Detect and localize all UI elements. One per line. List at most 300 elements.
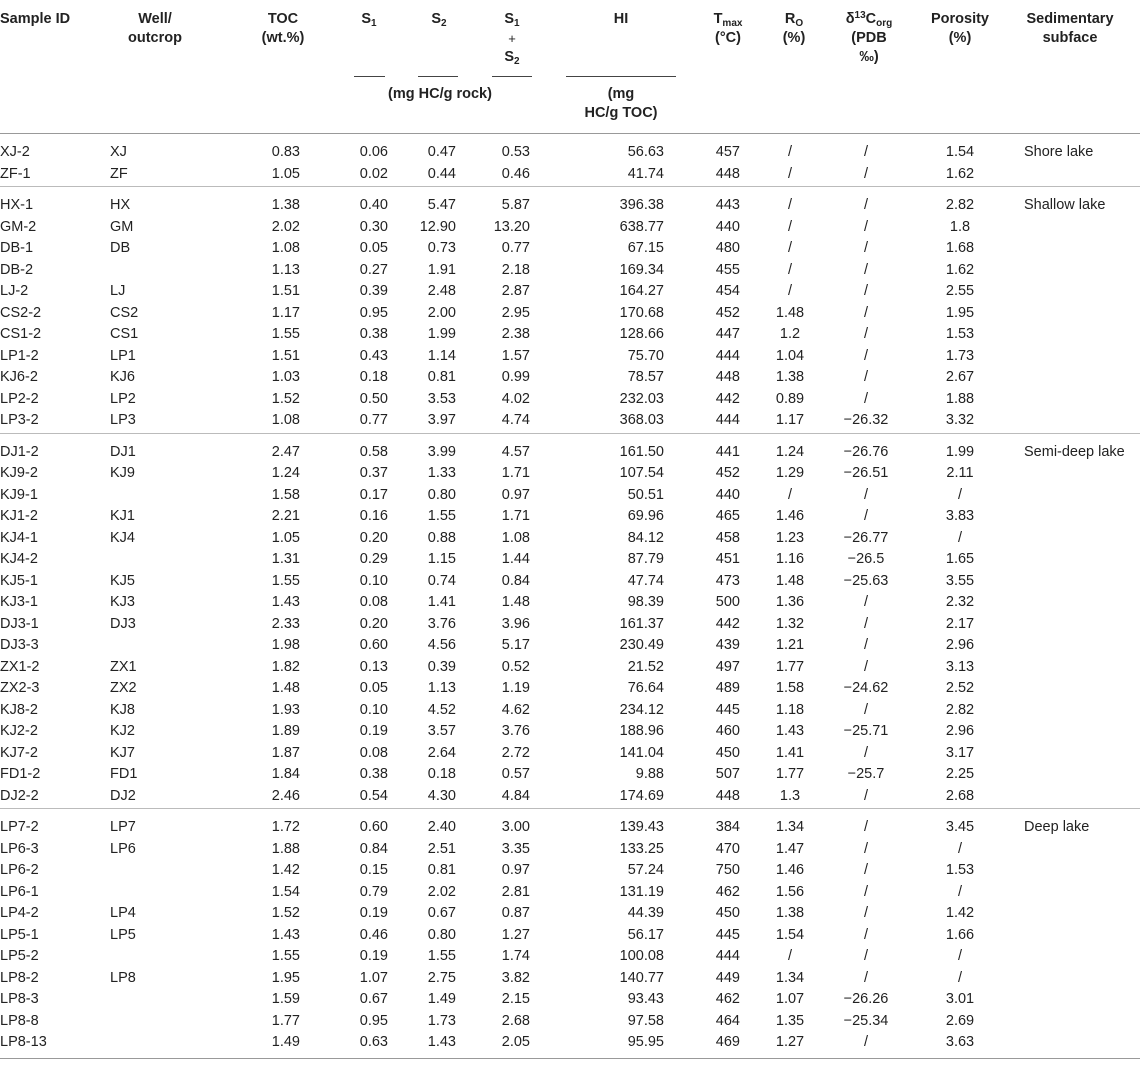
cell-tmax: 448	[715, 165, 740, 182]
cell-toc: 1.05	[271, 165, 300, 182]
table-row	[0, 238, 1140, 260]
cell-s1-s2: 5.87	[501, 197, 530, 213]
cell-tmax: 445	[715, 926, 740, 943]
cell-s1: 0.79	[359, 883, 388, 900]
table-row	[0, 281, 1140, 303]
cell-s1: 0.30	[359, 218, 388, 235]
cell-hi: 164.27	[619, 283, 664, 299]
cell-toc: 1.08	[271, 412, 300, 428]
cell-ro: 1.23	[775, 529, 805, 546]
cell-sample-id: LP8-3	[0, 991, 39, 1007]
cell-well: FD1	[110, 766, 138, 782]
cell-tmax: 441	[715, 443, 740, 460]
cell-d13c: −25.7	[847, 766, 885, 782]
cell-well: ZX2	[110, 680, 137, 696]
cell-toc: 1.24	[271, 465, 300, 481]
cell-sample-id: ZX2-3	[0, 680, 40, 696]
cell-ro: /	[787, 948, 793, 964]
cell-toc: 1.05	[271, 529, 300, 546]
cell-d13c: −26.26	[843, 991, 889, 1007]
cell-well: LP7	[110, 819, 136, 835]
cell-s1: 0.58	[359, 443, 388, 460]
cell-s1-s2: 3.82	[501, 969, 530, 986]
cell-ro: 1.27	[775, 1034, 805, 1050]
cell-tmax: 439	[715, 637, 740, 653]
cell-s2: 1.14	[427, 347, 456, 364]
cell-tmax: 458	[715, 529, 740, 546]
cell-d13c: /	[863, 840, 869, 857]
cell-toc: 1.43	[271, 926, 300, 943]
cell-s1-s2: 3.96	[501, 615, 530, 632]
cell-well: KJ7	[110, 744, 135, 761]
table-row	[0, 743, 1140, 765]
cell-d13c: /	[863, 197, 869, 213]
cell-s2: 4.52	[427, 701, 456, 718]
cell-porosity: 1.73	[945, 347, 975, 364]
cell-s2: 0.18	[427, 766, 456, 782]
cell-ro: 1.34	[775, 819, 805, 835]
cell-ro: 1.29	[775, 465, 805, 481]
cell-porosity: 1.53	[945, 326, 975, 342]
cell-d13c: /	[863, 594, 869, 610]
cell-ro: 1.38	[775, 905, 805, 921]
cell-hi: 87.79	[627, 551, 664, 567]
cell-porosity: 2.11	[946, 465, 974, 481]
cell-sample-id: LJ-2	[0, 283, 29, 299]
cell-s1-s2: 2.87	[501, 283, 530, 299]
cell-porosity: /	[957, 948, 963, 964]
cell-d13c: −26.5	[847, 551, 885, 567]
cell-porosity: 1.62	[945, 165, 975, 182]
cell-hi: 76.64	[627, 680, 664, 696]
cell-porosity: 1.68	[945, 240, 975, 256]
cell-d13c: /	[863, 658, 869, 675]
table-row	[0, 571, 1140, 593]
cell-porosity: 2.96	[945, 637, 975, 653]
cell-toc: 1.54	[271, 883, 300, 900]
cell-sample-id: KJ6-2	[0, 369, 38, 385]
cell-tmax: 469	[715, 1034, 740, 1050]
cell-well: DJ3	[110, 615, 136, 632]
cell-well: LP5	[110, 926, 136, 943]
cell-porosity: 2.17	[945, 615, 975, 632]
cell-porosity: 1.42	[945, 905, 975, 921]
cell-tmax: 447	[715, 326, 740, 342]
cell-s2: 2.64	[427, 744, 456, 761]
cell-subface: Semi-deep lake	[1024, 443, 1125, 460]
cell-toc: 1.55	[271, 326, 300, 342]
table-row	[0, 817, 1140, 839]
cell-sample-id: XJ-2	[0, 144, 30, 160]
cell-ro: 1.04	[775, 347, 805, 364]
cell-porosity: 2.32	[945, 594, 975, 610]
cell-s1-s2: 13.20	[493, 218, 530, 235]
table-row	[0, 346, 1140, 368]
cell-tmax: 500	[715, 594, 740, 610]
cell-well: LJ	[110, 283, 126, 299]
header-s1s2-rule	[492, 76, 532, 77]
cell-s2: 2.40	[427, 819, 456, 835]
cell-ro: /	[787, 144, 793, 160]
table-row	[0, 485, 1140, 507]
cell-hi: 95.95	[627, 1034, 664, 1050]
table-row	[0, 700, 1140, 722]
cell-tmax: 440	[715, 218, 740, 235]
table-row	[0, 592, 1140, 614]
table-row	[0, 506, 1140, 528]
cell-s2: 3.97	[427, 412, 456, 428]
cell-well: KJ4	[110, 529, 135, 546]
cell-tmax: 442	[715, 390, 740, 407]
cell-well: ZF	[110, 165, 128, 182]
cell-s1: 0.50	[359, 390, 388, 407]
cell-sample-id: KJ4-1	[0, 529, 38, 546]
table-row	[0, 442, 1140, 464]
cell-hi: 139.43	[619, 819, 664, 835]
cell-hi: 170.68	[619, 304, 664, 321]
cell-s1-s2: 3.00	[501, 819, 530, 835]
cell-ro: 1.36	[775, 594, 805, 610]
header-s2-rule	[418, 76, 458, 77]
header-hi-unit: (mg HC/g TOC)	[584, 86, 658, 121]
cell-ro: 1.54	[775, 926, 805, 943]
cell-s1: 0.19	[359, 905, 388, 921]
cell-toc: 1.88	[271, 840, 300, 857]
table-row	[0, 786, 1140, 808]
cell-ro: 1.77	[775, 766, 805, 782]
cell-porosity: /	[957, 969, 963, 986]
cell-well: GM	[110, 218, 134, 235]
header-s-unit: (mg HC/g rock)	[388, 86, 492, 102]
cell-d13c: /	[863, 240, 869, 256]
cell-tmax: 448	[715, 787, 740, 804]
cell-ro: 1.47	[775, 840, 805, 857]
table-row	[0, 678, 1140, 700]
cell-tmax: 470	[715, 840, 740, 857]
table-row	[0, 925, 1140, 947]
cell-hi: 234.12	[619, 701, 664, 718]
cell-porosity: 1.66	[945, 926, 975, 943]
cell-toc: 1.82	[271, 658, 300, 675]
cell-toc: 1.51	[271, 347, 300, 364]
cell-s2: 1.55	[427, 948, 456, 964]
cell-s1: 0.95	[359, 1012, 388, 1029]
cell-toc: 2.33	[271, 615, 300, 632]
cell-porosity: 3.01	[945, 991, 975, 1007]
cell-s2: 12.90	[419, 218, 456, 235]
cell-toc: 1.49	[271, 1034, 300, 1050]
cell-porosity: 2.55	[945, 283, 975, 299]
cell-tmax: 497	[715, 658, 740, 675]
cell-tmax: 454	[715, 283, 740, 299]
cell-s1: 0.08	[359, 594, 388, 610]
cell-s1: 0.20	[359, 529, 388, 546]
cell-sample-id: KJ9-1	[0, 486, 38, 503]
cell-well: LP2	[110, 390, 136, 407]
cell-ro: 1.2	[779, 326, 801, 342]
cell-hi: 21.52	[627, 658, 664, 675]
cell-s1: 0.38	[359, 326, 388, 342]
table-row	[0, 860, 1140, 882]
cell-tmax: 457	[715, 144, 740, 160]
cell-hi: 78.57	[627, 369, 664, 385]
table-row	[0, 260, 1140, 282]
cell-s1-s2: 4.57	[501, 443, 530, 460]
cell-ro: /	[787, 197, 793, 213]
cell-s1-s2: 1.74	[501, 948, 530, 964]
cell-sample-id: LP7-2	[0, 819, 39, 835]
cell-s1-s2: 1.08	[501, 529, 530, 546]
cell-sample-id: LP1-2	[0, 347, 39, 364]
cell-well: KJ9	[110, 465, 135, 481]
cell-sample-id: HX-1	[0, 197, 34, 213]
cell-tmax: 448	[715, 369, 740, 385]
header-porosity: Porosity (%)	[930, 11, 989, 46]
cell-d13c: /	[863, 615, 869, 632]
cell-well: CS1	[110, 326, 139, 342]
cell-s1-s2: 1.48	[501, 594, 530, 610]
cell-s1: 0.67	[359, 991, 388, 1007]
header-sedimentary-subface: Sedimentary subface	[1026, 11, 1114, 46]
cell-toc: 1.93	[271, 701, 300, 718]
cell-hi: 56.63	[627, 144, 664, 160]
cell-toc: 1.42	[271, 862, 300, 878]
cell-porosity: 2.25	[945, 766, 975, 782]
cell-s2: 1.91	[427, 261, 456, 278]
cell-porosity: 3.13	[945, 658, 975, 675]
cell-s1: 0.19	[359, 723, 388, 739]
cell-well: KJ1	[110, 508, 135, 524]
cell-ro: 1.3	[779, 787, 801, 804]
cell-s2: 4.30	[427, 787, 456, 804]
cell-sample-id: DB-2	[0, 261, 34, 278]
cell-hi: 44.39	[627, 905, 664, 921]
table-row	[0, 721, 1140, 743]
group-divider	[0, 808, 1140, 809]
cell-porosity: 2.69	[945, 1012, 975, 1029]
cell-d13c: /	[863, 787, 869, 804]
cell-porosity: /	[957, 840, 963, 857]
cell-toc: 2.47	[271, 443, 300, 460]
cell-sample-id: KJ3-1	[0, 594, 38, 610]
cell-s1-s2: 1.44	[501, 551, 530, 567]
cell-well: LP4	[110, 905, 136, 921]
cell-hi: 131.19	[619, 883, 664, 900]
table-row	[0, 142, 1140, 164]
cell-hi: 169.34	[619, 261, 664, 278]
cell-s1-s2: 2.81	[501, 883, 530, 900]
cell-hi: 56.17	[627, 926, 664, 943]
table-row	[0, 389, 1140, 411]
cell-porosity: 1.95	[945, 304, 975, 321]
cell-hi: 161.50	[619, 443, 664, 460]
cell-toc: 1.31	[271, 551, 300, 567]
cell-porosity: 2.67	[945, 369, 975, 385]
cell-s1-s2: 1.19	[501, 680, 530, 696]
cell-ro: 1.41	[775, 744, 805, 761]
cell-s1-s2: 0.52	[501, 658, 530, 675]
cell-hi: 50.51	[627, 486, 664, 503]
cell-hi: 98.39	[627, 594, 664, 610]
cell-s1: 0.17	[359, 486, 388, 503]
cell-s2: 2.00	[427, 304, 456, 321]
cell-s1: 0.05	[359, 240, 388, 256]
cell-s1: 0.20	[359, 615, 388, 632]
table-row	[0, 657, 1140, 679]
cell-tmax: 444	[715, 347, 740, 364]
cell-hi: 188.96	[619, 723, 664, 739]
cell-d13c: −24.62	[843, 680, 889, 696]
cell-tmax: 465	[715, 508, 740, 524]
cell-well: HX	[110, 197, 131, 213]
cell-sample-id: LP5-1	[0, 926, 39, 943]
cell-hi: 128.66	[619, 326, 664, 342]
cell-d13c: /	[863, 883, 869, 900]
cell-s1-s2: 0.99	[501, 369, 530, 385]
cell-sample-id: KJ1-2	[0, 508, 38, 524]
header-sample-id: Sample ID	[0, 11, 71, 27]
table-row	[0, 839, 1140, 861]
cell-well: KJ5	[110, 572, 135, 589]
header-s1-rule	[354, 76, 385, 77]
header-tmax: $T_{max}$ (°C)	[713, 11, 743, 46]
cell-sample-id: LP5-2	[0, 948, 39, 964]
cell-toc: 1.98	[271, 637, 300, 653]
cell-tmax: 473	[715, 572, 740, 589]
cell-porosity: 3.32	[945, 412, 975, 428]
cell-d13c: −26.51	[843, 465, 889, 481]
cell-sample-id: LP8-2	[0, 969, 39, 986]
table-row	[0, 764, 1140, 786]
cell-s1: 0.05	[359, 680, 388, 696]
cell-s2: 4.56	[427, 637, 456, 653]
cell-hi: 69.96	[627, 508, 664, 524]
cell-tmax: 452	[715, 304, 740, 321]
cell-ro: 1.48	[775, 304, 805, 321]
cell-toc: 1.38	[271, 197, 300, 213]
cell-d13c: /	[863, 326, 869, 342]
table-bottom-rule	[0, 1058, 1140, 1059]
cell-sample-id: ZX1-2	[0, 658, 40, 675]
cell-s1: 0.02	[359, 165, 388, 182]
cell-tmax: 480	[715, 240, 740, 256]
cell-s1-s2: 2.05	[501, 1034, 530, 1050]
cell-sample-id: LP6-2	[0, 862, 39, 878]
cell-s1: 0.54	[359, 787, 388, 804]
cell-s2: 2.48	[427, 283, 456, 299]
cell-s2: 1.33	[427, 465, 456, 481]
cell-d13c: /	[863, 744, 869, 761]
cell-tmax: 452	[715, 465, 740, 481]
cell-s2: 0.47	[427, 144, 456, 160]
cell-toc: 0.83	[271, 144, 300, 160]
cell-well: LP1	[110, 347, 136, 364]
cell-d13c: /	[863, 948, 869, 964]
cell-sample-id: DJ2-2	[0, 787, 39, 804]
cell-s1-s2: 0.97	[501, 486, 530, 503]
cell-ro: 1.56	[775, 883, 805, 900]
cell-sample-id: DJ3-1	[0, 615, 39, 632]
cell-s2: 3.57	[427, 723, 456, 739]
cell-porosity: 1.53	[945, 862, 975, 878]
cell-s2: 0.44	[427, 165, 456, 182]
cell-hi: 107.54	[619, 465, 664, 481]
cell-s1: 0.63	[359, 1034, 388, 1050]
cell-s1: 0.27	[359, 261, 388, 278]
cell-porosity: 3.63	[945, 1034, 975, 1050]
cell-sample-id: KJ5-1	[0, 572, 38, 589]
header-hi-rule	[566, 76, 676, 77]
cell-tmax: 460	[715, 723, 740, 739]
cell-well: LP6	[110, 840, 136, 857]
cell-s1-s2: 3.35	[501, 840, 530, 857]
cell-subface: Deep lake	[1024, 819, 1090, 835]
cell-sample-id: LP2-2	[0, 390, 39, 407]
cell-s1-s2: 4.62	[501, 701, 530, 718]
cell-s2: 0.81	[427, 369, 456, 385]
cell-s2: 1.43	[427, 1034, 456, 1050]
cell-porosity: 3.83	[945, 508, 975, 524]
cell-porosity: 3.45	[945, 819, 975, 835]
table-row	[0, 463, 1140, 485]
cell-sample-id: CS2-2	[0, 304, 42, 321]
cell-s1: 0.40	[359, 197, 388, 213]
cell-ro: 1.34	[775, 969, 805, 986]
table-row	[0, 303, 1140, 325]
cell-d13c: /	[863, 508, 869, 524]
cell-d13c: /	[863, 218, 869, 235]
cell-s1-s2: 1.57	[501, 347, 530, 364]
cell-porosity: 2.52	[945, 680, 975, 696]
cell-s1-s2: 0.46	[501, 165, 530, 182]
cell-s2: 2.51	[427, 840, 456, 857]
cell-s1-s2: 2.38	[501, 326, 530, 342]
table-row	[0, 635, 1140, 657]
table-row	[0, 410, 1140, 432]
cell-d13c: /	[863, 347, 869, 364]
cell-d13c: −25.63	[843, 572, 889, 589]
cell-s2: 1.15	[427, 551, 456, 567]
cell-sample-id: GM-2	[0, 218, 37, 235]
cell-sample-id: KJ9-2	[0, 465, 38, 481]
table-row	[0, 549, 1140, 571]
cell-porosity: 1.65	[945, 551, 975, 567]
cell-tmax: 464	[715, 1012, 740, 1029]
cell-d13c: /	[863, 144, 869, 160]
cell-s1: 0.77	[359, 412, 388, 428]
cell-sample-id: DB-1	[0, 240, 34, 256]
cell-sample-id: CS1-2	[0, 326, 42, 342]
cell-d13c: −26.77	[843, 529, 889, 546]
cell-toc: 1.03	[271, 369, 300, 385]
cell-d13c: /	[863, 369, 869, 385]
cell-s1-s2: 2.15	[501, 991, 530, 1007]
cell-toc: 1.55	[271, 948, 300, 964]
header-hi: HI	[613, 11, 629, 27]
group-divider	[0, 133, 1140, 134]
cell-well: ZX1	[110, 658, 137, 675]
cell-tmax: 444	[715, 948, 740, 964]
cell-sample-id: LP8-13	[0, 1034, 47, 1050]
cell-s1: 0.43	[359, 347, 388, 364]
table-row	[0, 903, 1140, 925]
cell-well: XJ	[110, 144, 127, 160]
cell-s1: 0.38	[359, 766, 388, 782]
cell-sample-id: LP4-2	[0, 905, 39, 921]
cell-toc: 1.08	[271, 240, 300, 256]
cell-s2: 1.55	[427, 508, 456, 524]
cell-s1-s2: 1.71	[501, 508, 530, 524]
